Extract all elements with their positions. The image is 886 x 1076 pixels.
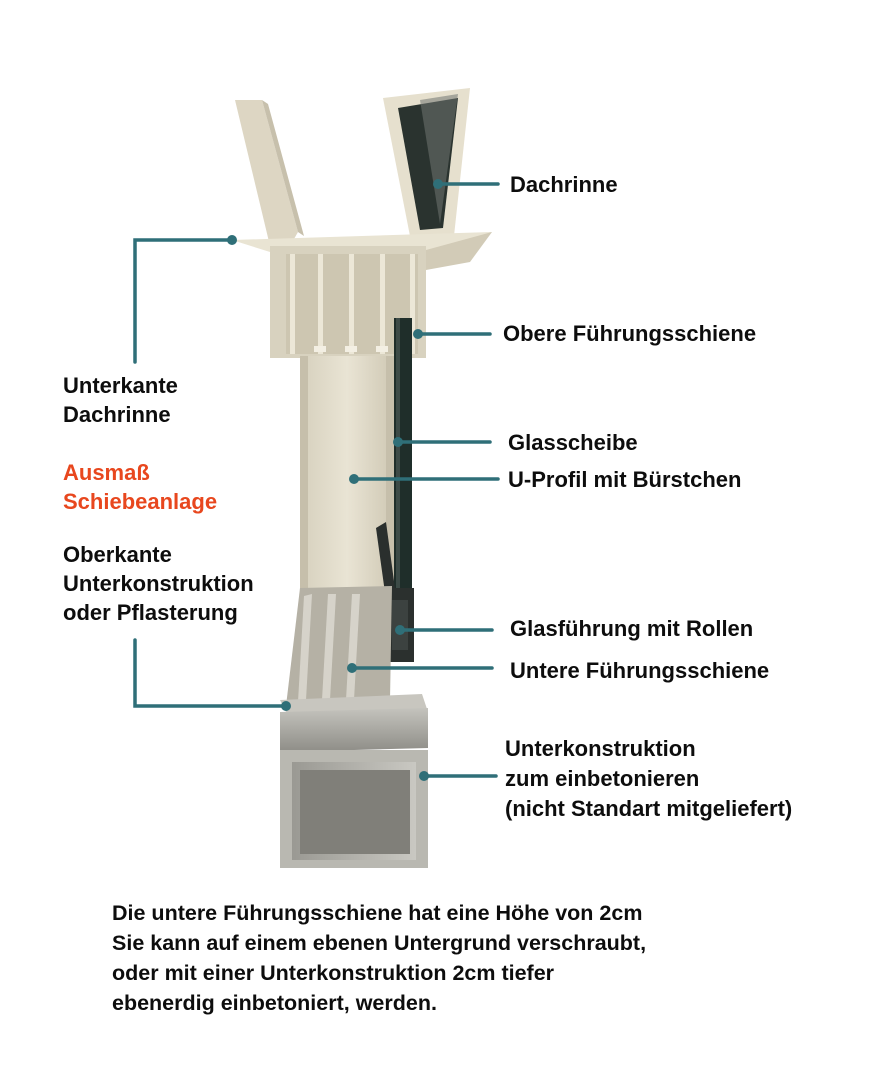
caption-line: ebenerdig einbetoniert, werden. <box>112 991 437 1015</box>
label-ausmass-line: Ausmaß <box>63 460 150 485</box>
glasscheibe-shape <box>394 318 412 610</box>
label-oberkante-unterkonstruktion <box>63 540 254 627</box>
label-ausmass-line: Schiebeanlage <box>63 489 218 514</box>
caption-line: oder mit einer Unterkonstruktion 2cm tiefer <box>112 961 555 985</box>
label-glasfuehrung: Glasführung mit Rollen <box>510 616 754 641</box>
u-profil-post <box>300 356 394 592</box>
caption-line: Sie kann auf einem ebenen Untergrund verschraubt, <box>112 931 647 955</box>
label-u-profil: U-Profil mit Bürstchen <box>508 467 742 492</box>
unterkonstruktion-shape <box>280 708 428 868</box>
label-oberkante-line: Oberkante <box>63 542 172 567</box>
label-oberkante-line: oder Pflasterung <box>63 600 238 625</box>
label-ausmass-schiebeanlage <box>63 458 217 516</box>
label-unterkonstruktion-line: (nicht Standart mitgeliefert) <box>505 796 793 821</box>
dachrinne-shape <box>232 88 492 358</box>
label-untere-fuehrungsschiene: Untere Führungsschiene <box>510 658 770 683</box>
label-glasscheibe: Glasscheibe <box>508 430 638 455</box>
label-dachrinne: Dachrinne <box>510 172 618 197</box>
label-unterkonstruktion-line: zum einbetonieren <box>505 766 700 791</box>
label-oberkante-line: Unterkonstruktion <box>63 571 254 596</box>
label-unterkonstruktion <box>505 734 792 824</box>
caption-line: Die untere Führungsschiene hat eine Höhe von 2cm <box>112 901 643 925</box>
leader-unterkante-dachrinne <box>135 240 232 362</box>
label-unterkante-dachrinne <box>63 371 178 429</box>
caption <box>112 898 646 1018</box>
leader-oberkante <box>135 640 286 706</box>
label-unterkonstruktion-line: Unterkonstruktion <box>505 736 696 761</box>
label-unterkante-line: Dachrinne <box>63 402 171 427</box>
label-unterkante-line: Unterkante <box>63 373 178 398</box>
label-obere-fuehrungsschiene: Obere Führungsschiene <box>503 321 757 346</box>
